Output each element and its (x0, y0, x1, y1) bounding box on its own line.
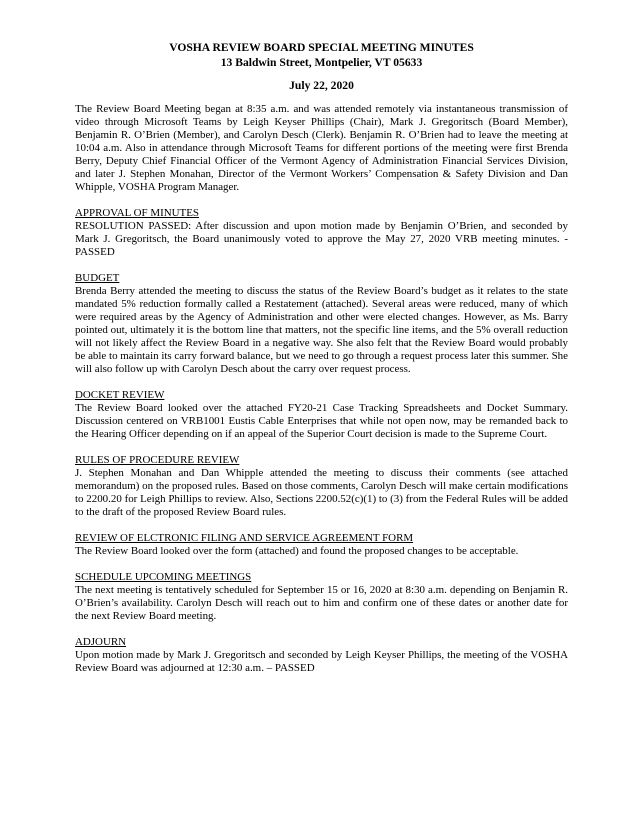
meeting-date: July 22, 2020 (289, 79, 354, 92)
section-heading: ADJOURN (75, 636, 127, 648)
section-approval-of-minutes (75, 207, 568, 259)
document-title: VOSHA REVIEW BOARD SPECIAL MEETING MINUTES (169, 41, 474, 54)
section-heading: REVIEW OF ELCTRONIC FILING AND SERVICE AGREEMENT FORM (75, 532, 414, 544)
section-body: Upon motion made by Mark J. Gregoritsch and seconded by Leigh Keyser Phillips, the meeting of the VOSHA Review Board was adjourned at 12:30 a.m. – PASSED (75, 649, 568, 674)
intro-paragraph: The Review Board Meeting began at 8:35 a.m. and was attended remotely via instantaneous transmission of video through Microsoft Teams by Leigh Keyser Phillips (Chair), Mark J. Gregoritsch (Board Member), Benjamin R. O’Brien (Member), and Carolyn Desch (Clerk). Benjamin R. O’Brien had to leave the meeting at 10:04 a.m. Also in attendance through Microsoft Teams for different portions of the meeting were first Brenda Berry, Deputy Chief Financial Officer of the Vermont Agency of Administration Financial Services Division, and later J. Stephen Monahan, Director of the Vermont Workers’ Compensation & Safety Division and Dan Whipple, VOSHA Program Manager. (75, 103, 568, 193)
section-rules-of-procedure-review (75, 454, 568, 519)
section-body: The Review Board looked over the attached FY20-21 Case Tracking Spreadsheets and Docket Summary. Discussion centered on VRB1001 Eustis Cable Enterprises that while not open now, may be remanded back to the Hearing Officer depending on if an appeal of the Superior Court decision is made to the Supreme Court. (75, 402, 568, 440)
section-heading: RULES OF PROCEDURE REVIEW (75, 454, 240, 466)
section-budget (75, 272, 568, 376)
section-schedule-upcoming-meetings (75, 571, 568, 623)
section-heading: BUDGET (75, 272, 120, 284)
section-heading: APPROVAL OF MINUTES (75, 207, 199, 219)
document-header (75, 40, 568, 93)
section-electronic-filing-review (75, 532, 568, 558)
section-body: The Review Board looked over the form (attached) and found the proposed changes to be acceptable. (75, 545, 519, 557)
document-page (75, 40, 568, 675)
section-body: RESOLUTION PASSED: After discussion and upon motion made by Benjamin O’Brien, and seconded by Mark J. Gregoritsch, the Board unanimously voted to approve the May 27, 2020 VRB meeting minutes. - PASSED (75, 220, 568, 258)
section-docket-review (75, 389, 568, 441)
section-adjourn (75, 636, 568, 675)
section-heading: SCHEDULE UPCOMING MEETINGS (75, 571, 252, 583)
section-body: J. Stephen Monahan and Dan Whipple attended the meeting to discuss their comments (see attached memorandum) on the proposed rules. Based on those comments, Carolyn Desch will make certain modifications to 2200.20 for Leigh Phillips to review. Also, Sections 2200.52(c)(1) to (3) from the Federal Rules will be added to the draft of the proposed Review Board rules. (75, 467, 568, 518)
section-body: The next meeting is tentatively scheduled for September 15 or 16, 2020 at 8:30 a.m. depending on Benjamin R. O’Brien’s availability. Carolyn Desch will reach out to him and confirm one of these dates or another date for the next Review Board meeting. (75, 584, 568, 622)
document-address: 13 Baldwin Street, Montpelier, VT 05633 (220, 56, 423, 69)
section-body: Brenda Berry attended the meeting to discuss the status of the Review Board’s budget as it relates to the state mandated 5% reduction formally called a Restatement (attached). Several areas were reduced, many of which were required areas by the Agency of Administration and other were elected changes. However, as Ms. Barry pointed out, ultimately it is the bottom line that matters, not the specific line items, and the 5% overall reduction will not likely affect the Review Board in a negative way. She also felt that the Review Board would probably be able to maintain its carry forward balance, but we need to go through a request process later this summer. She will also follow up with Carolyn Desch about the carry over request process. (75, 285, 568, 375)
section-heading: DOCKET REVIEW (75, 389, 165, 401)
